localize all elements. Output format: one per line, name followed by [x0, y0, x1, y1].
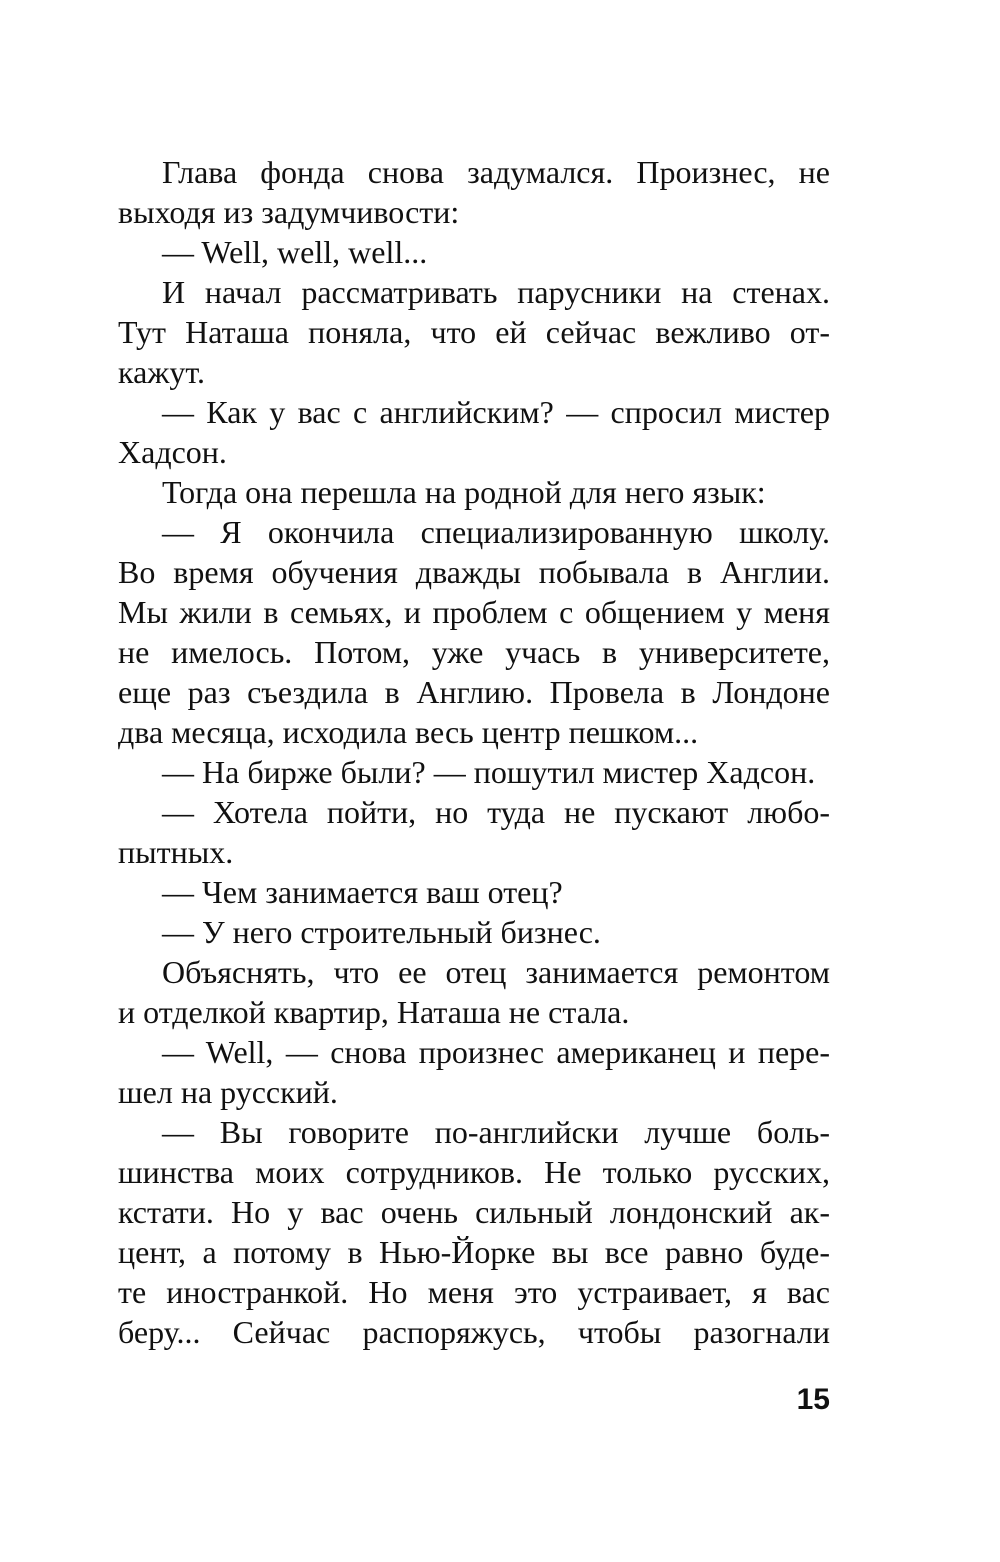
text-line: Хадсон.: [118, 434, 227, 470]
text-line: — На бирже были? — пошутил мистер Хадсон.: [162, 754, 816, 790]
text-line: Объяснять, что ее отец занимается ремонтом: [162, 954, 830, 990]
text-line: шел на русский.: [118, 1074, 338, 1110]
text-line: — Чем занимается ваш отец?: [162, 874, 563, 910]
text-line: — Я окончила специализированную школу.: [162, 514, 830, 550]
text-line: — Хотела пойти, но туда не пускают любо-: [162, 794, 830, 830]
text-line: цент, а потому в Нью-Йорке вы все равно буде-: [118, 1234, 830, 1270]
text-line: кажут.: [118, 354, 205, 390]
text-line: Тут Наташа поняла, что ей сейчас вежливо от-: [118, 314, 830, 350]
page-number: 15: [796, 1383, 830, 1416]
text-line: два месяца, исходила весь центр пешком...: [118, 714, 699, 750]
text-line: Глава фонда снова задумался. Произнес, не: [162, 154, 830, 190]
text-line: и отделкой квартир, Наташа не стала.: [118, 994, 630, 1030]
text-line: — Как у вас с английским? — спросил мистер: [162, 394, 830, 430]
text-line: — Well, — снова произнес американец и пере-: [162, 1034, 830, 1070]
text-line: Во время обучения дважды побывала в Англии.: [118, 554, 830, 590]
text-line: — Well, well, well...: [162, 234, 428, 270]
text-line: — У него строительный бизнес.: [162, 914, 601, 950]
text-line: Тогда она перешла на родной для него язык:: [162, 474, 766, 510]
text-line: не имелось. Потом, уже учась в университете,: [118, 634, 830, 670]
text-line: И начал рассматривать парусники на стенах.: [162, 274, 830, 310]
text-line: пытных.: [118, 834, 234, 870]
text-line: кстати. Но у вас очень сильный лондонский ак-: [118, 1194, 830, 1230]
text-line: те иностранкой. Но меня это устраивает, я вас: [118, 1274, 830, 1310]
text-line: беру... Сейчас распоряжусь, чтобы разогнали: [118, 1314, 830, 1350]
text-line: еще раз съездила в Англию. Провела в Лондоне: [118, 674, 830, 710]
body-text: [118, 152, 830, 1352]
text-line: Мы жили в семьях, и проблем с общением у меня: [118, 594, 830, 630]
text-line: выходя из задумчивости:: [118, 194, 460, 230]
text-line: шинства моих сотрудников. Не только русских,: [118, 1154, 830, 1190]
text-line: — Вы говорите по-английски лучше боль-: [162, 1114, 830, 1150]
